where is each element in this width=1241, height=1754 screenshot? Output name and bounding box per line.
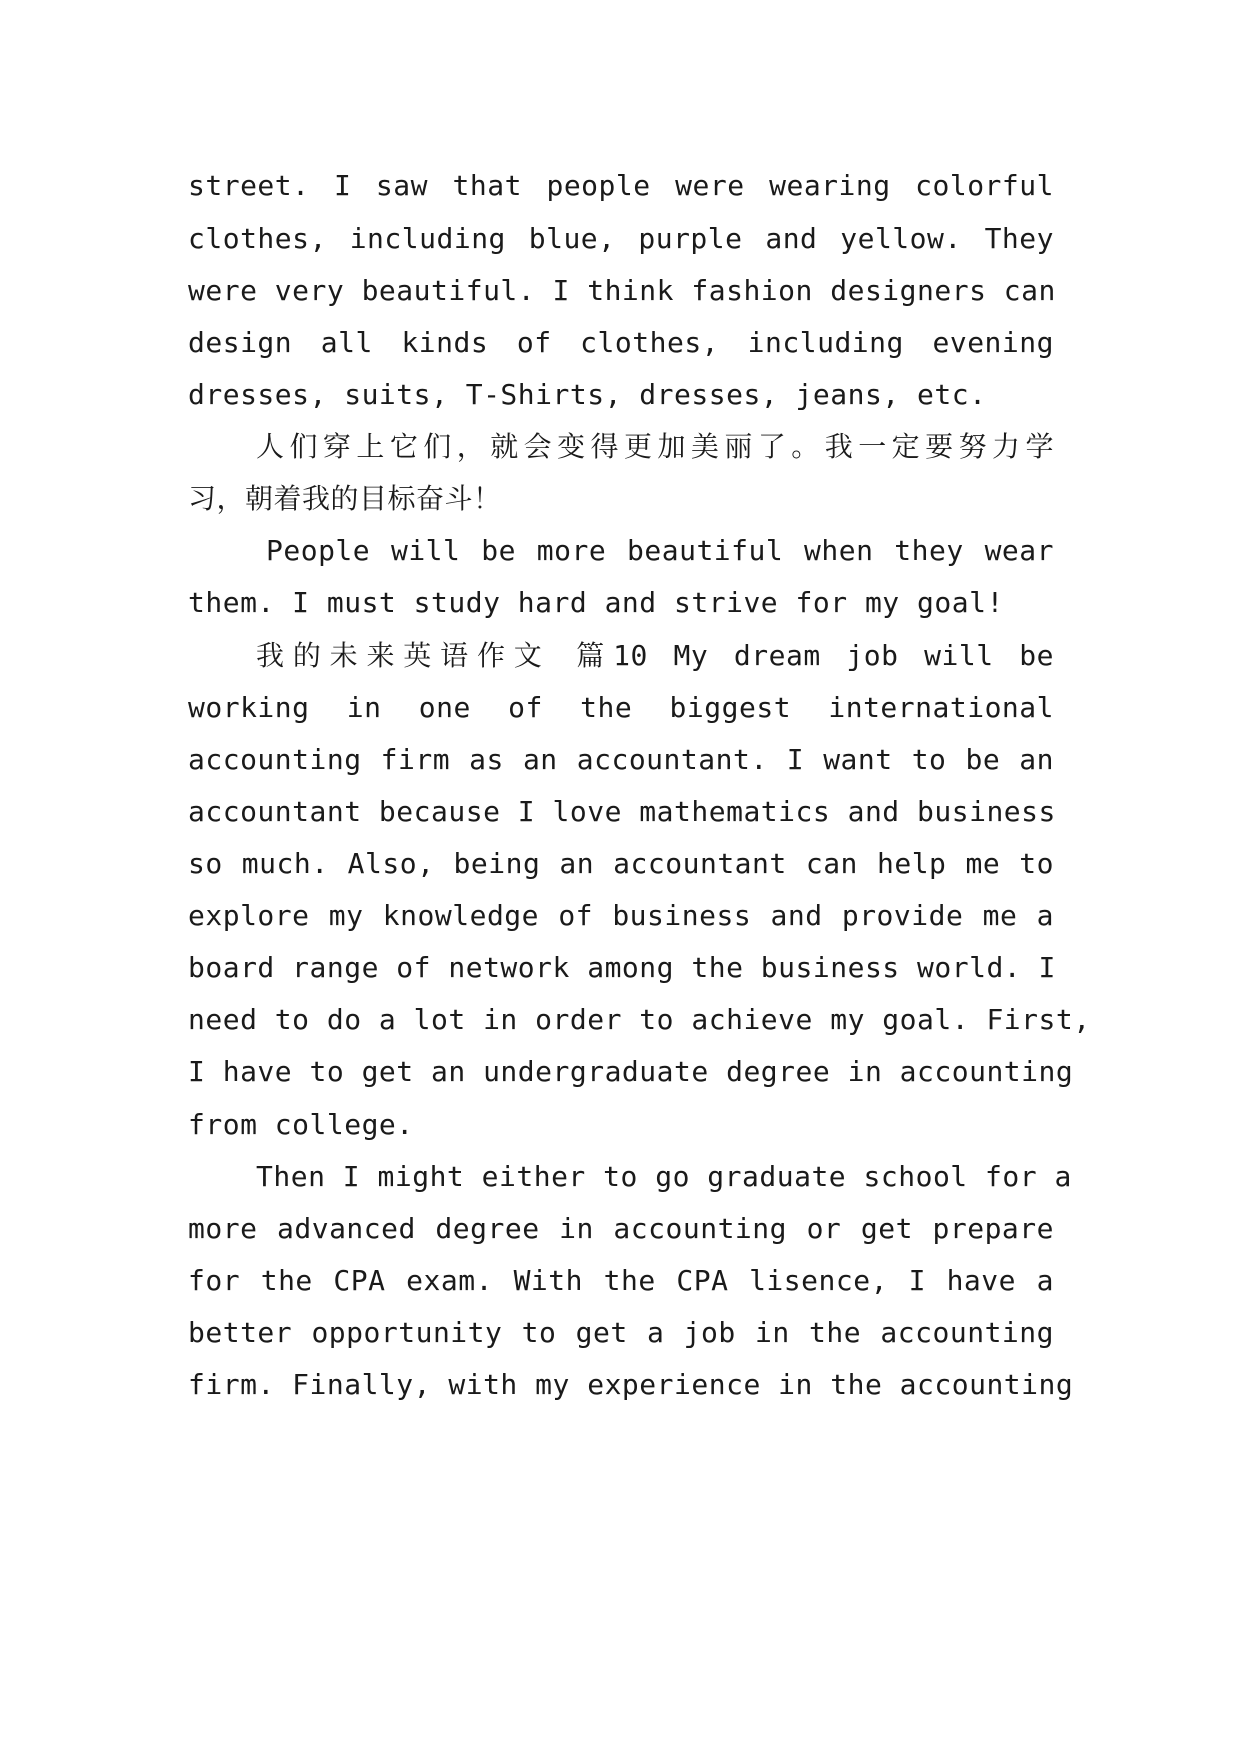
text-line: so much. Also, being an accountant can help me to	[188, 847, 1054, 880]
text-line: clothes, including blue, purple and yellow. They	[188, 222, 1054, 255]
text-line: 我的未来英语作文 篇10 My dream job will be	[256, 639, 1054, 672]
text-line: accounting firm as an accountant. I want to be an	[188, 743, 1054, 776]
text-line: design all kinds of clothes, including evening	[188, 326, 1054, 359]
text-line: working in one of the biggest international	[188, 691, 1054, 724]
text-line: 人们穿上它们，就会变得更加美丽了。我一定要努力学	[256, 430, 1054, 463]
text-line: from college.	[188, 1108, 414, 1141]
text-line: 习，朝着我的目标奋斗！	[188, 482, 502, 515]
text-line: accountant because I love mathematics and business	[188, 795, 1056, 828]
text-line: board range of network among the business world. I	[188, 951, 1056, 984]
text-line: more advanced degree in accounting or get prepare	[188, 1212, 1054, 1245]
text-line: were very beautiful. I think fashion designers can	[188, 274, 1056, 307]
text-line: People will be more beautiful when they wear	[266, 534, 1054, 567]
text-line: Then I might either to go graduate school for a	[256, 1160, 1072, 1193]
text-line: firm. Finally, with my experience in the accounting	[188, 1368, 1074, 1401]
text-line: better opportunity to get a job in the accounting	[188, 1316, 1054, 1349]
text-line: dresses, suits, T-Shirts, dresses, jeans, etc.	[188, 378, 987, 411]
text-line: need to do a lot in order to achieve my goal. First,	[188, 1003, 1091, 1036]
text-line: for the CPA exam. With the CPA lisence, I have a	[188, 1264, 1054, 1297]
text-line: explore my knowledge of business and provide me a	[188, 899, 1054, 932]
text-line: street. I saw that people were wearing colorful	[188, 169, 1054, 202]
text-line: them. I must study hard and strive for my goal!	[188, 586, 1004, 619]
text-line: I have to get an undergraduate degree in accounting	[188, 1055, 1074, 1088]
